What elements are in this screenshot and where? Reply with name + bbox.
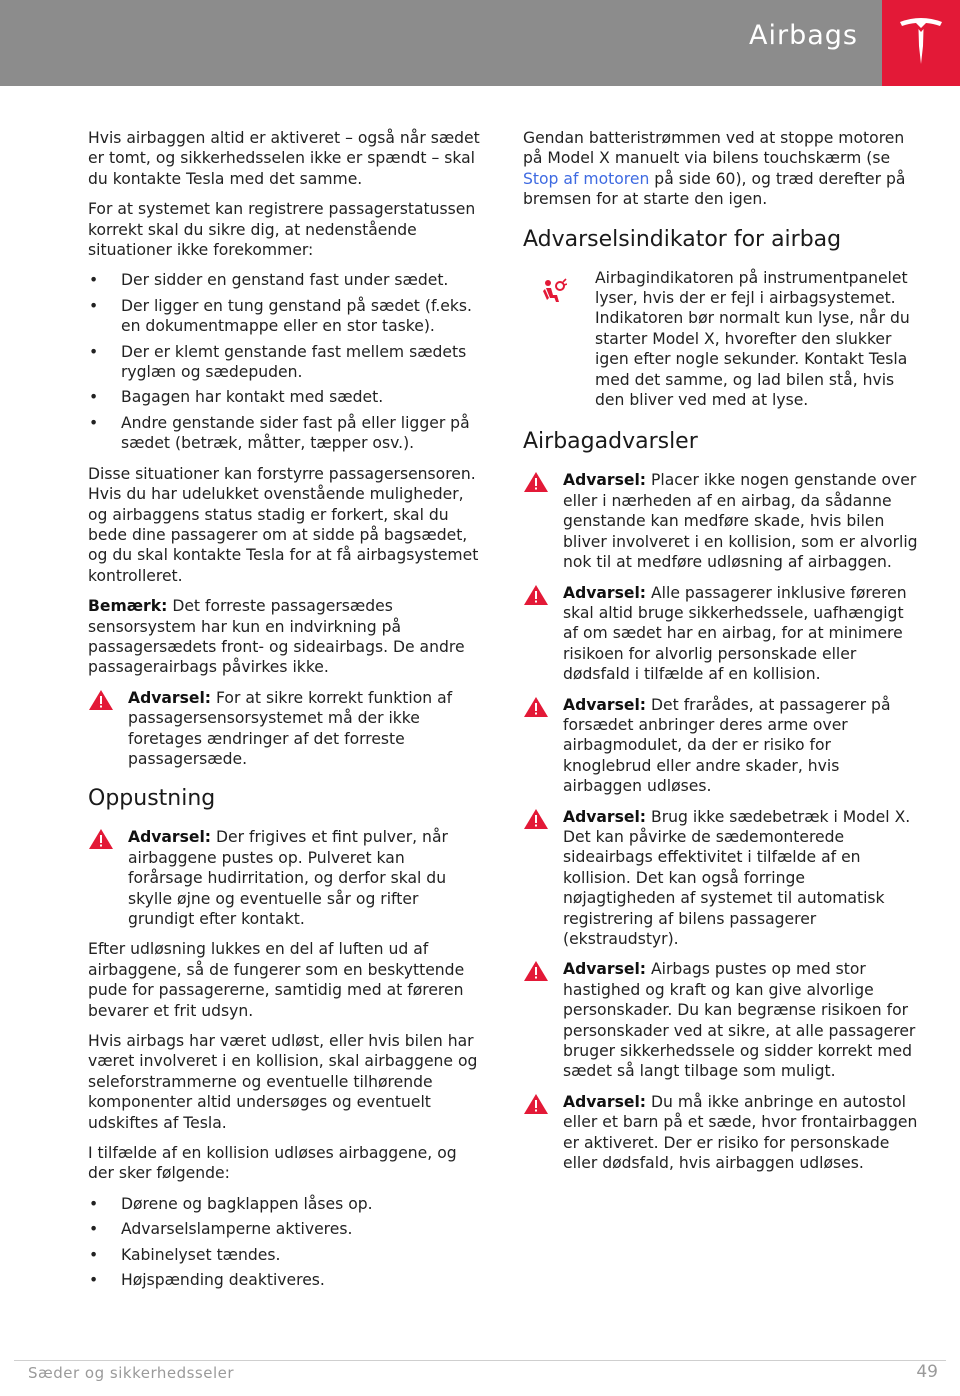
warning-label: Advarsel: <box>128 688 212 707</box>
left-column <box>88 128 484 1301</box>
airbag-indicator-icon <box>541 278 567 304</box>
warning-icon <box>523 808 549 830</box>
warning-icon <box>523 696 549 718</box>
warning-label: Advarsel: <box>563 807 647 826</box>
paragraph: Hvis airbaggen altid er aktiveret – også når sædet er tomt, og sikkerhedsselen ikke er spændt – skal du kontakte Tesla med det samme. <box>88 129 480 188</box>
tesla-logo-icon <box>898 16 944 68</box>
warning-label: Advarsel: <box>563 1092 647 1111</box>
list-item: • Højspænding deaktiveres. <box>88 1270 484 1290</box>
text: Gendan batteristrømmen ved at stoppe motoren på Model X manuelt via bilens touchskærm (se <box>523 129 905 168</box>
warning-icon <box>523 584 549 606</box>
warning <box>523 959 921 1081</box>
warning <box>523 583 921 685</box>
paragraph: Efter udløsning lukkes en del af luften ud af airbaggene, så de fungerer som en beskyttende pude for passagererne, samtidig med at føreren bevarer et frit udsyn. <box>88 940 465 1020</box>
warning <box>523 807 921 950</box>
section-heading: Oppustning <box>88 786 216 812</box>
paragraph: Hvis airbags har været udløst, eller hvis bilen har været involveret i en kollision, skal airbaggene og seleforstrammerne og eventuelle tilhørende komponenter altid undersøges og eventuelt udskiftes af Tesla. <box>88 1032 478 1132</box>
page-header <box>0 0 960 86</box>
tesla-logo <box>882 0 960 86</box>
list-item: • Der ligger en tung genstand på sædet (f.eks. en dokumentmappe eller en stor taske). <box>88 296 484 337</box>
indicator-text: Airbagindikatoren på instrumentpanelet lyser, hvis der er fejl i airbagsystemet. Indikatoren bør normalt kun lyse, når du starter Model X, hvorefter den slukker igen efter nogle sekunder. Kontakt Tesla med det samme, og lad bilen stå, hvis den bliver ved med at lyse. <box>595 268 910 410</box>
list-item: • Andre genstande sider fast på eller ligger på sædet (betræk, måtter, tæpper osv.). <box>88 413 484 454</box>
warning-text: Airbags pustes op med stor hastighed og kraft og kan give alvorlige personskader. Du kan begrænse risikoen for personskader ved at sikre, at alle passagerer bruger sikkerhedssele og sidder korrekt med sædet så langt tilbage som muligt. <box>563 960 916 1081</box>
warning-text: Placer ikke nogen genstande over eller i nærheden af en airbag, da sådanne genstande kan medføre skade, hvis bilen bliver involveret i en kollision, som er alvorlig nok til at medføre udløsning af airbaggen. <box>563 471 918 572</box>
warning-label: Advarsel: <box>563 471 647 490</box>
list-item: • Der er klemt genstande fast mellem sædets ryglæn og sædepuden. <box>88 342 484 383</box>
section-heading: Airbagadvarsler <box>523 429 698 455</box>
warning <box>523 1092 921 1174</box>
note <box>88 596 484 678</box>
list-item: • Der sidder en genstand fast under sædet. <box>88 270 484 290</box>
warning-icon <box>523 960 549 982</box>
warning-text: Du må ikke anbringe en autostol eller et barn på et sæde, hvor frontairbaggen er aktiveret. Der er risiko for personskade eller dødsfald, hvis airbaggen udløses. <box>563 1092 918 1173</box>
warning <box>88 827 484 929</box>
right-column <box>523 128 921 1183</box>
paragraph: Disse situationer kan forstyrre passagersensoren. Hvis du har udelukket ovenstående muligheder, og airbaggens status stadig er forkert, skal du bede dine passagerer om at sidde på bagsædet, og du skal kontakte Tesla for at få airbagsystemet kontrolleret. <box>88 464 479 585</box>
warning-icon <box>523 1093 549 1115</box>
text: på side 60), og træd derefter på bremsen for at starte den igen. <box>523 169 906 209</box>
warning-label: Advarsel: <box>563 960 647 979</box>
warning-text: For at sikre korrekt funktion af passagersensorsystemet må der ikke foretages ændringer af det forreste passagersæde. <box>128 688 453 768</box>
warning-icon <box>88 828 114 850</box>
stop-motor-link[interactable]: Stop af motoren <box>523 169 650 188</box>
list-item: • Dørene og bagklappen låses op. <box>88 1194 484 1214</box>
page-title: Airbags <box>749 20 858 51</box>
page-number: 49 <box>916 1362 938 1382</box>
warning-text: Brug ikke sædebetræk i Model X. Det kan påvirke de sædemonterede sideairbags effektivitet i tilfælde af en kollision. Det kan også forringe nøjagtigheden af systemet til automatisk registrering af bilens passagerer (ekstraudstyr). <box>563 807 911 948</box>
warning <box>523 470 921 572</box>
warning-label: Advarsel: <box>563 695 647 714</box>
warning-text: Der frigives et fint pulver, når airbaggene pustes op. Pulveret kan forårsage hudirritation, og derfor skal du skylle øjne og eventuelle sår og rifter grundigt efter kontakt. <box>128 828 448 928</box>
warning <box>88 688 484 770</box>
warning-label: Advarsel: <box>128 828 212 847</box>
note-text: Det forreste passagersædes sensorsystem har kun en indvirkning på passagersædets front- og sideairbags. De andre passagerairbags påvirkes ikke. <box>88 597 465 677</box>
warning-text: Det frarådes, at passagerer på forsædet anbringer deres arme over airbagmodulet, da der er risiko for knoglebrud eller andre skader, hvis airbaggen udløses. <box>563 695 891 796</box>
section-heading: Advarselsindikator for airbag <box>523 226 842 252</box>
warning-icon <box>88 689 114 711</box>
paragraph <box>523 128 921 210</box>
paragraph: For at systemet kan registrere passagerstatussen korrekt skal du sikre dig, at nedenstående situationer ikke forekommer: <box>88 200 476 260</box>
warning-icon <box>523 471 549 493</box>
bullet-list <box>88 270 484 453</box>
warning-label: Advarsel: <box>563 583 647 602</box>
footer-section-title: Sæder og sikkerhedsseler <box>28 1364 235 1382</box>
airbag-indicator-block <box>523 268 921 411</box>
list-item: • Bagagen har kontakt med sædet. <box>88 387 484 407</box>
warning-text: Alle passagerer inklusive føreren skal altid bruge sikkerhedssele, uafhængigt af om sædet har en airbag, for at minimere risikoen for alvorlig personskade eller dødsfald i tilfælde af en kollision. <box>563 583 907 684</box>
paragraph: I tilfælde af en kollision udløses airbaggene, og der sker følgende: <box>88 1144 457 1183</box>
bullet-list <box>88 1194 484 1291</box>
note-label: Bemærk: <box>88 597 168 616</box>
list-item: • Advarselslamperne aktiveres. <box>88 1219 484 1239</box>
list-item: • Kabinelyset tændes. <box>88 1245 484 1265</box>
footer-divider <box>14 1360 946 1361</box>
warning <box>523 695 921 797</box>
